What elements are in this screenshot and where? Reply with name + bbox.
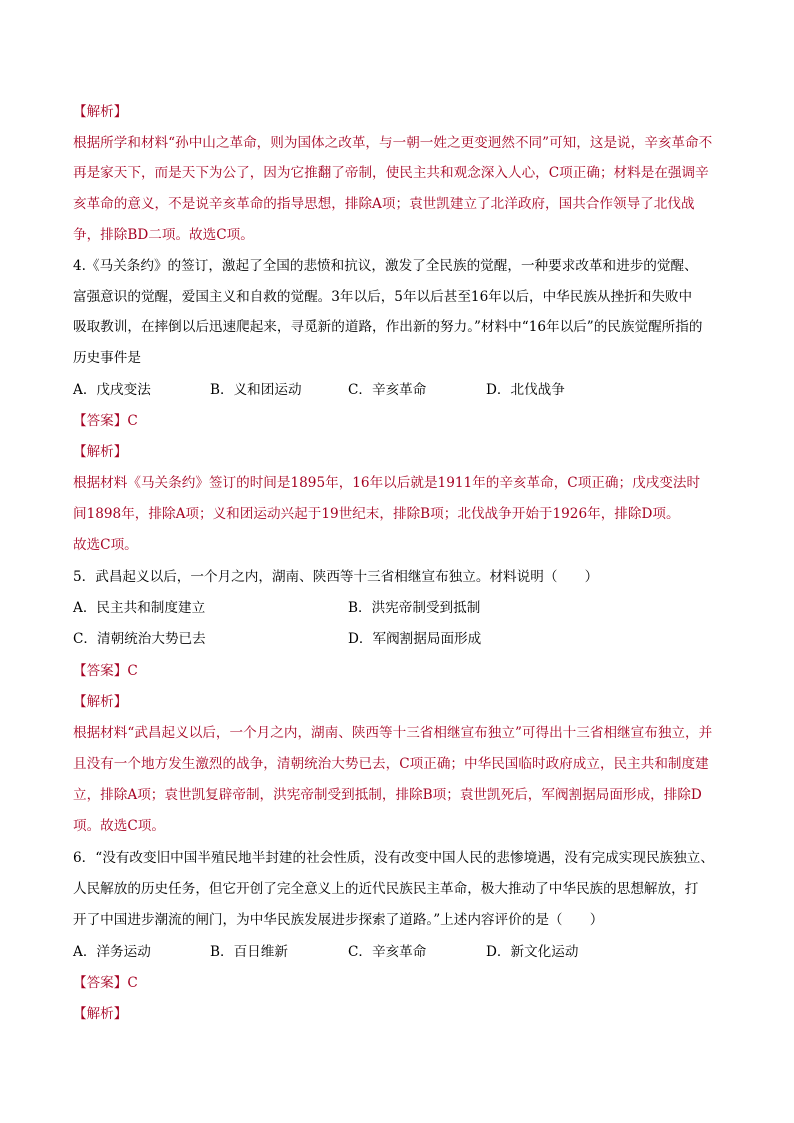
q5-option-a: A．民主共和制度建立 (73, 600, 206, 616)
q4-analysis-line-3: 故选C项。 (73, 537, 138, 553)
q4-answer-value: C (127, 413, 138, 429)
q5-analysis-line-1: 根据材料“武昌起义以后，一个月之内，湖南、陕西等十三省相继宣布独立”可得出十三省相继宣布独立，并 (73, 725, 713, 741)
q6-answer (73, 973, 138, 993)
q6-analysis-label: 【解析】 (73, 1006, 128, 1022)
q5-analysis-line-4: 项。故选C项。 (73, 818, 165, 834)
q5-option-d: D．军阀割据局面形成 (348, 631, 482, 647)
q6-option-c: C．辛亥革命 (348, 944, 427, 960)
q6-stem-line-3: 开了中国进步潮流的闸门，为中华民族发展进步探索了道路。”上述内容评价的是（ ） (73, 912, 604, 928)
q4-stem-line-2: 富强意识的觉醒，爱国主义和自救的觉醒。3年以后，5年以后甚至16年以后，中华民族从挫折和失败中 (73, 289, 693, 305)
q4-analysis-label: 【解析】 (73, 444, 128, 460)
q4-stem-line-4: 历史事件是 (73, 350, 141, 366)
q5-analysis-line-3: 立，排除A项；袁世凯复辟帝制，洪宪帝制受到抵制，排除B项；袁世凯死后，军阀割据局面形成，排除D (73, 787, 702, 803)
q4-option-c: C．辛亥革命 (348, 382, 427, 398)
q5-answer (73, 661, 138, 681)
q4-option-b: B．义和团运动 (210, 382, 302, 398)
q6-stem-line-1: 6．“没有改变旧中国半殖民地半封建的社会性质，没有改变中国人民的悲惨境遇，没有完成实现民族独立、 (73, 850, 714, 866)
q4-stem-line-3: 吸取教训，在摔倒以后迅速爬起来，寻觅新的道路，作出新的努力。”材料中“16年以后”的民族觉醒所指的 (73, 319, 703, 335)
q6-option-a: A．洋务运动 (73, 944, 151, 960)
q4-option-d: D．北伐战争 (486, 382, 565, 398)
analysis-label: 【解析】 (73, 104, 128, 120)
answer-label: 【答案】 (73, 663, 128, 679)
q5-answer-value: C (127, 663, 138, 679)
q3-analysis-line-4: 争，排除BD二项。故选C项。 (73, 227, 254, 243)
q4-analysis-line-1: 根据材料《马关条约》签订的时间是1895年，16年以后就是1911年的辛亥革命，C项正确；戊戌变法时 (73, 475, 701, 491)
q5-option-b: B．洪宪帝制受到抵制 (348, 600, 481, 616)
q3-analysis-line-1: 根据所学和材料“孙中山之革命，则为国体之改革，与一朝一姓之更变迥然不同”可知，这是说，辛亥革命不 (73, 135, 713, 151)
q4-option-a: A．戊戌变法 (73, 382, 151, 398)
q4-stem-line-1: 4.《马关条约》的签订，激起了全国的悲愤和抗议，激发了全民族的觉醒，一种要求改革和进步的觉醒、 (73, 258, 698, 274)
q6-option-b: B．百日维新 (210, 944, 288, 960)
q3-analysis-line-2: 再是家天下，而是天下为公了，因为它推翻了帝制，使民主共和观念深入人心，C项正确；材料是在强调辛 (73, 165, 709, 181)
q5-analysis-line-2: 且没有一个地方发生激烈的战争，清朝统治大势已去，C项正确；中华民国临时政府成立，民主共和制度建 (73, 756, 709, 772)
answer-label: 【答案】 (73, 975, 128, 991)
q5-stem-line-1: 5．武昌起义以后，一个月之内，湖南、陕西等十三省相继宣布独立。材料说明（ ） (73, 569, 599, 585)
q5-option-c: C．清朝统治大势已去 (73, 631, 206, 647)
q4-analysis-line-2: 间1898年，排除A项；义和团运动兴起于19世纪末，排除B项；北伐战争开始于1926年，排除D项。 (73, 506, 680, 522)
answer-label: 【答案】 (73, 413, 128, 429)
q5-analysis-label: 【解析】 (73, 694, 128, 710)
q6-stem-line-2: 人民解放的历史任务，但它开创了完全意义上的近代民族民主革命，极大推动了中华民族的思想解放，打 (73, 881, 699, 897)
q4-answer (73, 411, 138, 431)
q6-answer-value: C (127, 975, 138, 991)
q6-option-d: D．新文化运动 (486, 944, 579, 960)
q3-analysis-line-3: 亥革命的意义，不是说辛亥革命的指导思想，排除A项；袁世凯建立了北洋政府，国共合作领导了北伐战 (73, 196, 695, 212)
